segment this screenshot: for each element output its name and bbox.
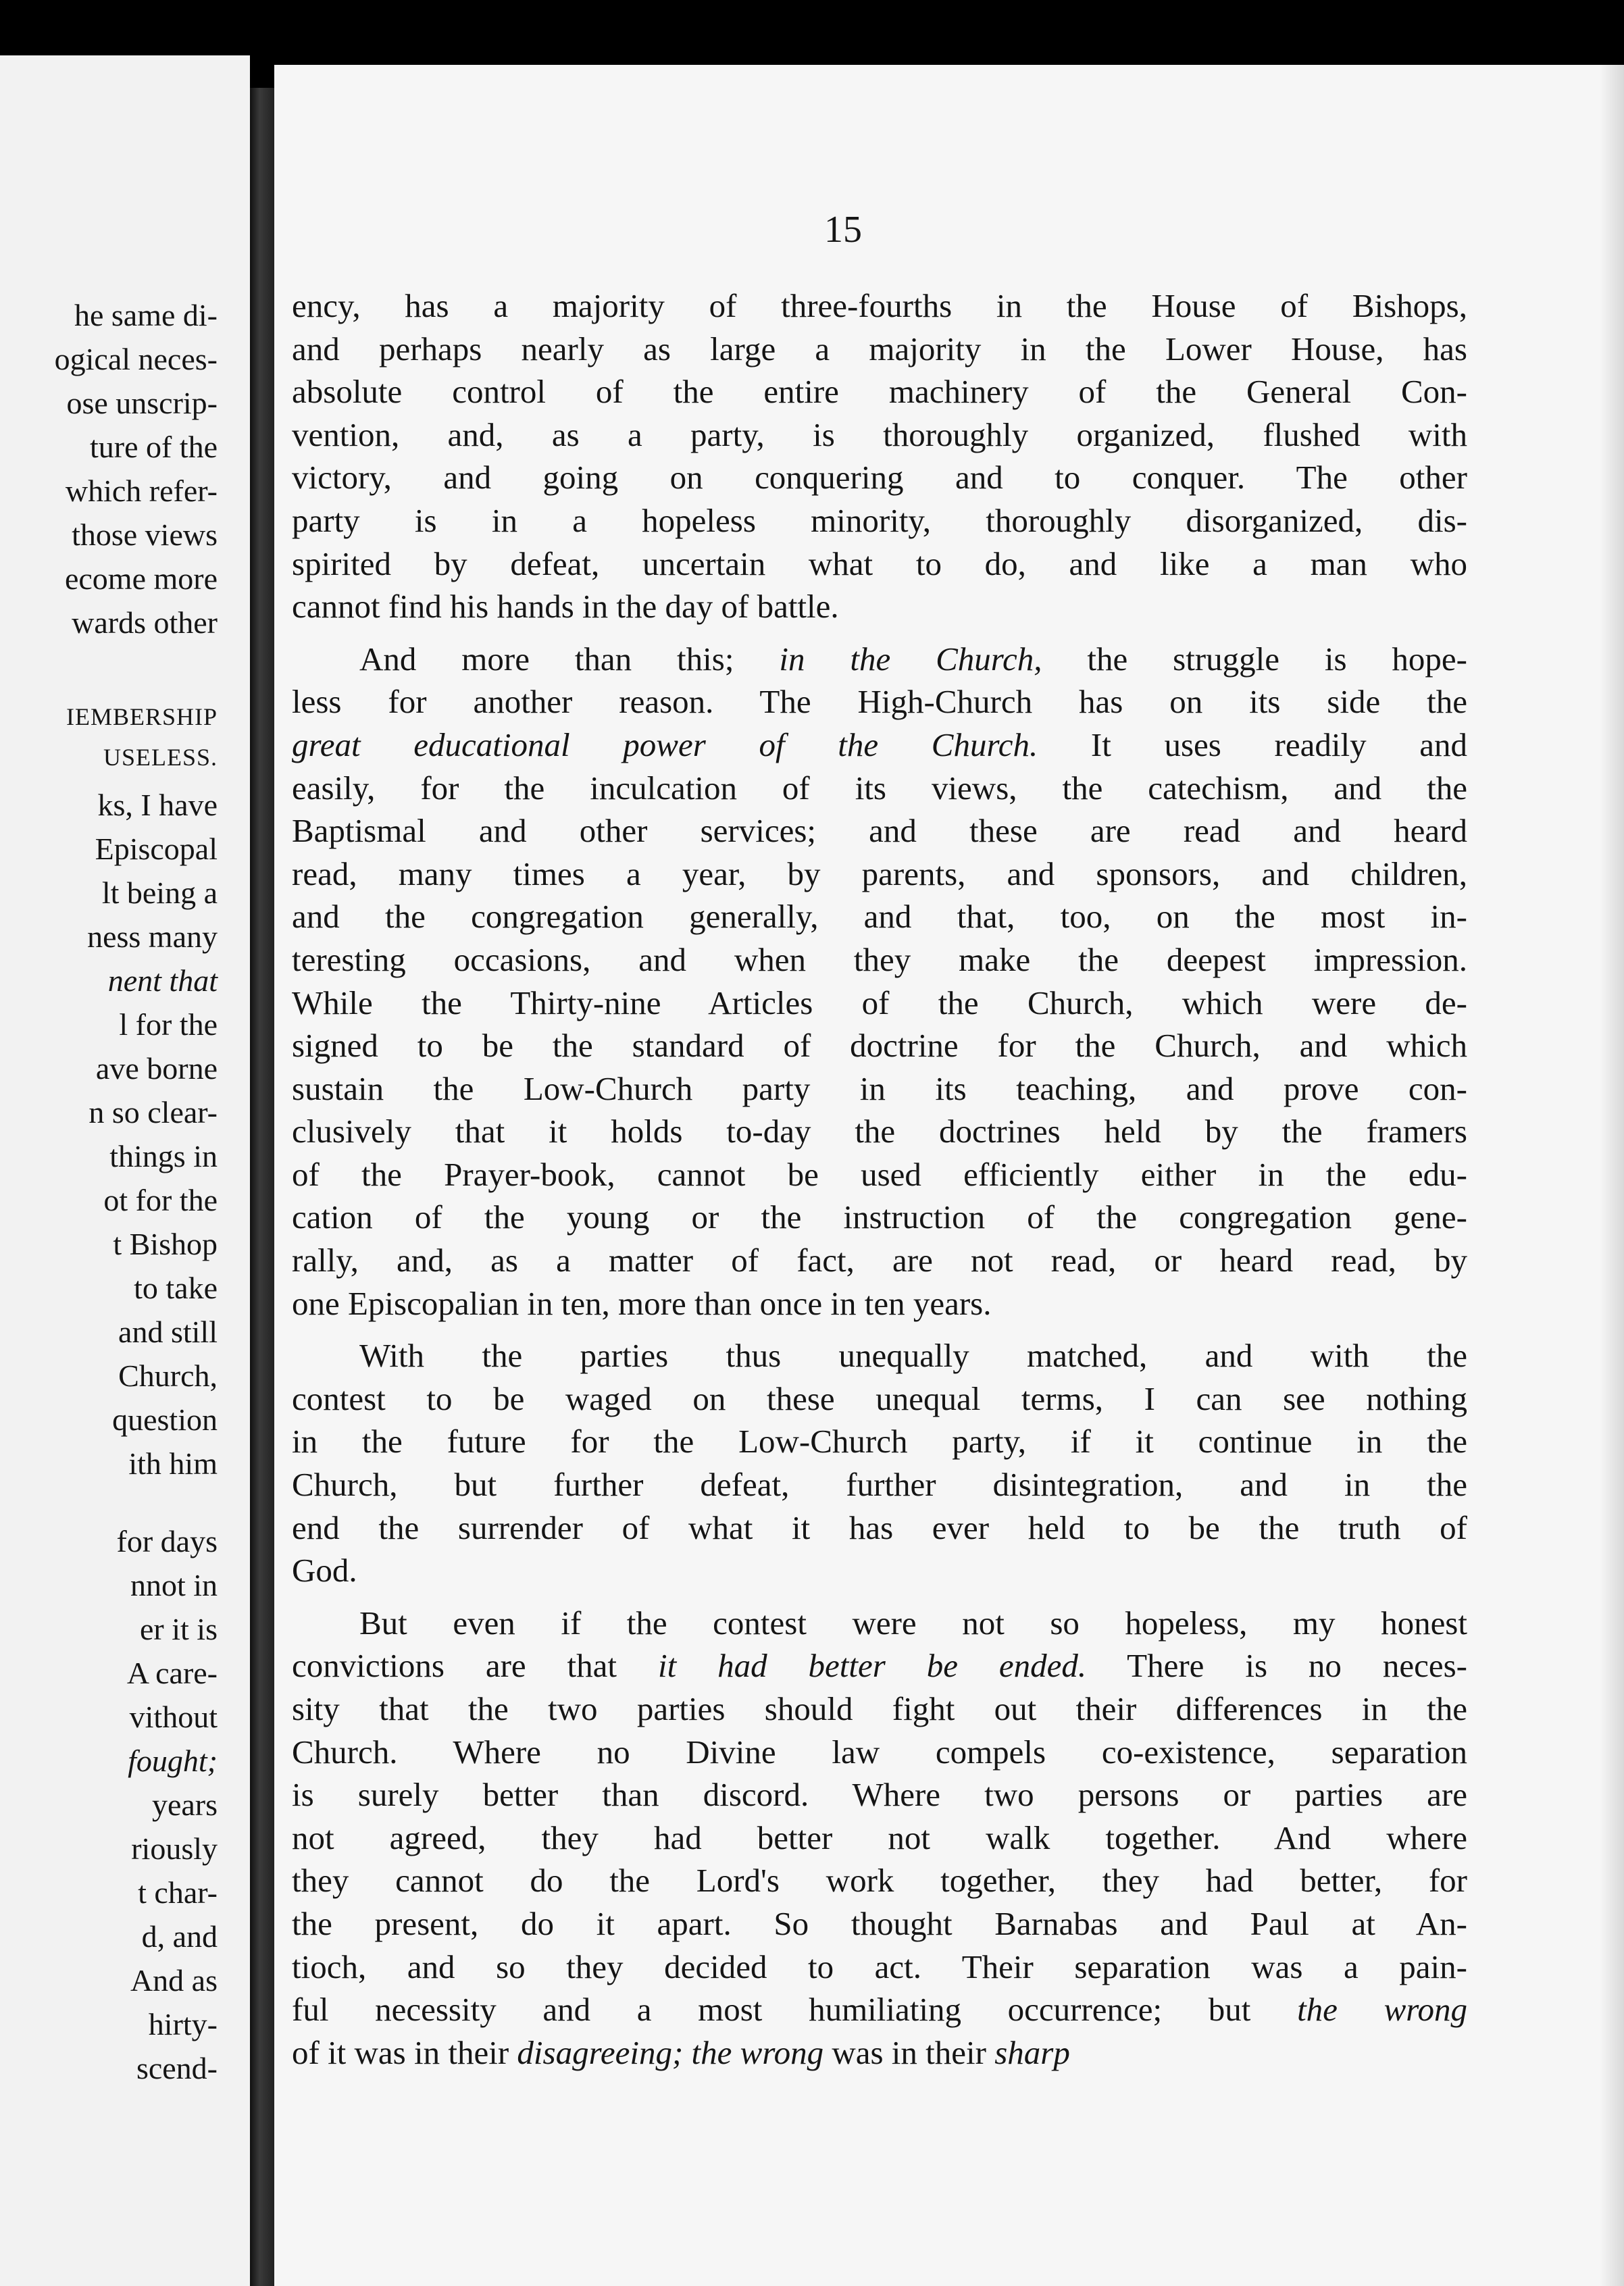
text-span: It uses readily and: [1038, 726, 1468, 763]
left-page-line: things in: [109, 1139, 218, 1173]
text-line: contest to be waged on these unequal terms, I can see nothing: [292, 1379, 1467, 1417]
text-line: of the Prayer-book, cannot be used efficiently either in the edu-: [292, 1155, 1467, 1193]
text-line: [292, 1644, 1467, 1687]
left-page-line: ecome more: [64, 561, 218, 596]
text-line: the present, do it apart. So thought Barnabas and Paul at An-: [292, 1904, 1467, 1942]
italic-emphasis: in the Church,: [779, 640, 1042, 678]
text-line: sustain the Low-Church party in its teaching, and prove con-: [292, 1069, 1467, 1107]
text-line: easily, for the inculcation of its views, the catechism, and the: [292, 769, 1467, 807]
text-line: in the future for the Low-Church party, if it continue in the: [292, 1423, 1467, 1460]
left-page-line: A care-: [126, 1656, 218, 1690]
left-page-line: for days: [116, 1524, 218, 1558]
text-line: But even if the contest were not so hopeless, my honest: [359, 1604, 1467, 1642]
text-span: And more than this;: [359, 640, 780, 678]
text-line: they cannot do the Lord's work together, they had better, for: [292, 1862, 1467, 1900]
text-line: and perhaps nearly as large a majority in the Lower House, has: [292, 330, 1467, 367]
left-page-line: ness many: [87, 919, 218, 954]
left-page-line: question: [112, 1402, 218, 1437]
left-page-line: Episcopal: [95, 832, 218, 866]
text-line: rally, and, as a matter of fact, are not read, or heard read, by: [292, 1242, 1467, 1279]
text-line: [292, 2031, 1467, 2075]
left-page-line: ks, I have: [97, 788, 218, 822]
text-line: While the Thirty-nine Articles of the Church, which were de-: [292, 984, 1467, 1021]
left-page-line: ave borne: [95, 1051, 218, 1086]
text-line: vention, and, as a party, is thoroughly organized, flushed with: [292, 415, 1467, 453]
left-page-line: lt being a: [101, 875, 218, 910]
text-line: [292, 1988, 1467, 2031]
text-span: of it was in their: [292, 2033, 517, 2071]
text-span: the struggle is hope-: [1042, 640, 1467, 678]
paragraph-gap: [292, 1592, 1467, 1602]
text-line: victory, and going on conquering and to conquer. The other: [292, 459, 1467, 497]
text-line: [292, 723, 1467, 767]
text-line: one Episcopalian in ten, more than once in ten years.: [292, 1284, 992, 1322]
text-line: signed to be the standard of doctrine for the Church, and which: [292, 1027, 1467, 1065]
italic-emphasis: great educational power of the Church.: [292, 726, 1038, 763]
text-line: absolute control of the entire machinery of the General Con-: [292, 373, 1467, 411]
text-line: cation of the young or the instruction of the congregation gene-: [292, 1198, 1467, 1236]
text-span: was in their: [823, 2033, 995, 2071]
left-page-line: to take: [134, 1271, 218, 1305]
italic-emphasis: the wrong: [1297, 1991, 1468, 2029]
left-page-line: And as: [130, 1963, 218, 1998]
text-line: sity that the two parties should fight out their differences in the: [292, 1690, 1467, 1727]
text-line: [292, 638, 1467, 681]
left-page-line: ture of the: [89, 430, 218, 464]
text-line: and the congregation generally, and that, too, on the most in-: [292, 898, 1467, 936]
left-page-line: t Bishop: [113, 1227, 218, 1261]
paragraph-gap: [292, 628, 1467, 638]
text-span: ful necessity and a most humiliating occurrence; but: [292, 1991, 1298, 2029]
text-line: Baptismal and other services; and these are read and heard: [292, 812, 1467, 850]
text-line: cannot find his hands in the day of battle.: [292, 588, 839, 626]
left-page-line: nent that: [107, 963, 218, 998]
text-line: With the parties thus unequally matched, and with the: [359, 1337, 1467, 1375]
text-line: tioch, and so they decided to act. Their separation was a pain-: [292, 1948, 1467, 1985]
page-number: 15: [824, 209, 862, 251]
left-page-line: ot for the: [103, 1183, 218, 1217]
text-span: There is no neces-: [1086, 1647, 1467, 1685]
italic-emphasis: sharp: [994, 2033, 1070, 2071]
left-page-line: years: [151, 1787, 218, 1822]
text-line: clusively that it holds to-day the doctrines held by the framers: [292, 1113, 1467, 1150]
text-line: Church. Where no Divine law compels co-existence, separation: [292, 1733, 1467, 1771]
italic-emphasis: it had better be ended.: [657, 1647, 1087, 1685]
text-line: Church, but further defeat, further disintegration, and in the: [292, 1466, 1467, 1504]
left-page-line: l for the: [119, 1007, 218, 1042]
text-line: less for another reason. The High-Church has on its side the: [292, 683, 1467, 721]
body-text: [292, 284, 1467, 2074]
left-page-line: vithout: [129, 1700, 218, 1734]
left-page-line: fought;: [128, 1744, 218, 1778]
text-line: God.: [292, 1552, 357, 1590]
left-page-line: er it is: [140, 1612, 218, 1646]
left-page-line: wards other: [72, 605, 218, 640]
paragraph-gap: [292, 1325, 1467, 1334]
text-line: end the surrender of what it has ever held to be the truth of: [292, 1508, 1467, 1546]
text-line: ency, has a majority of three-fourths in the House of Bishops,: [292, 287, 1467, 324]
text-line: spirited by defeat, uncertain what to do, and like a man who: [292, 544, 1467, 582]
left-page-fragment: [0, 55, 250, 2286]
left-page-line: ogical neces-: [54, 342, 218, 376]
left-page-line: scend-: [136, 2051, 218, 2085]
left-page-line: riously: [131, 1831, 218, 1866]
left-page-line: hirty-: [148, 2007, 218, 2041]
text-line: teresting occasions, and when they make the deepest impression.: [292, 940, 1467, 978]
left-page-line: those views: [72, 517, 218, 552]
left-page-line: nnot in: [130, 1568, 218, 1602]
left-page-line: t char-: [138, 1875, 218, 1910]
left-page-line: d, and: [141, 1919, 218, 1954]
text-line: party is in a hopeless minority, thoroughly disorganized, dis-: [292, 501, 1467, 539]
text-span: convictions are that: [292, 1647, 658, 1685]
text-line: read, many times a year, by parents, and sponsors, and children,: [292, 855, 1467, 892]
left-page-line: n so clear-: [88, 1095, 218, 1129]
left-page-line: ith him: [128, 1446, 218, 1481]
left-page-line: ose unscrip-: [66, 386, 218, 420]
left-page-line: he same di-: [74, 298, 218, 332]
italic-emphasis: disagreeing; the wrong: [517, 2033, 824, 2071]
left-page-line: USELESS.: [103, 744, 218, 771]
left-page-line: and still: [118, 1315, 218, 1349]
left-page-line: Church,: [118, 1358, 218, 1393]
right-page: [274, 65, 1624, 2286]
left-page-line: IEMBERSHIP: [66, 703, 218, 730]
left-page-line: which refer-: [65, 474, 218, 508]
text-line: is surely better than discord. Where two persons or parties are: [292, 1776, 1467, 1814]
book-gutter: [250, 88, 274, 2286]
text-line: not agreed, they had better not walk together. And where: [292, 1819, 1467, 1856]
